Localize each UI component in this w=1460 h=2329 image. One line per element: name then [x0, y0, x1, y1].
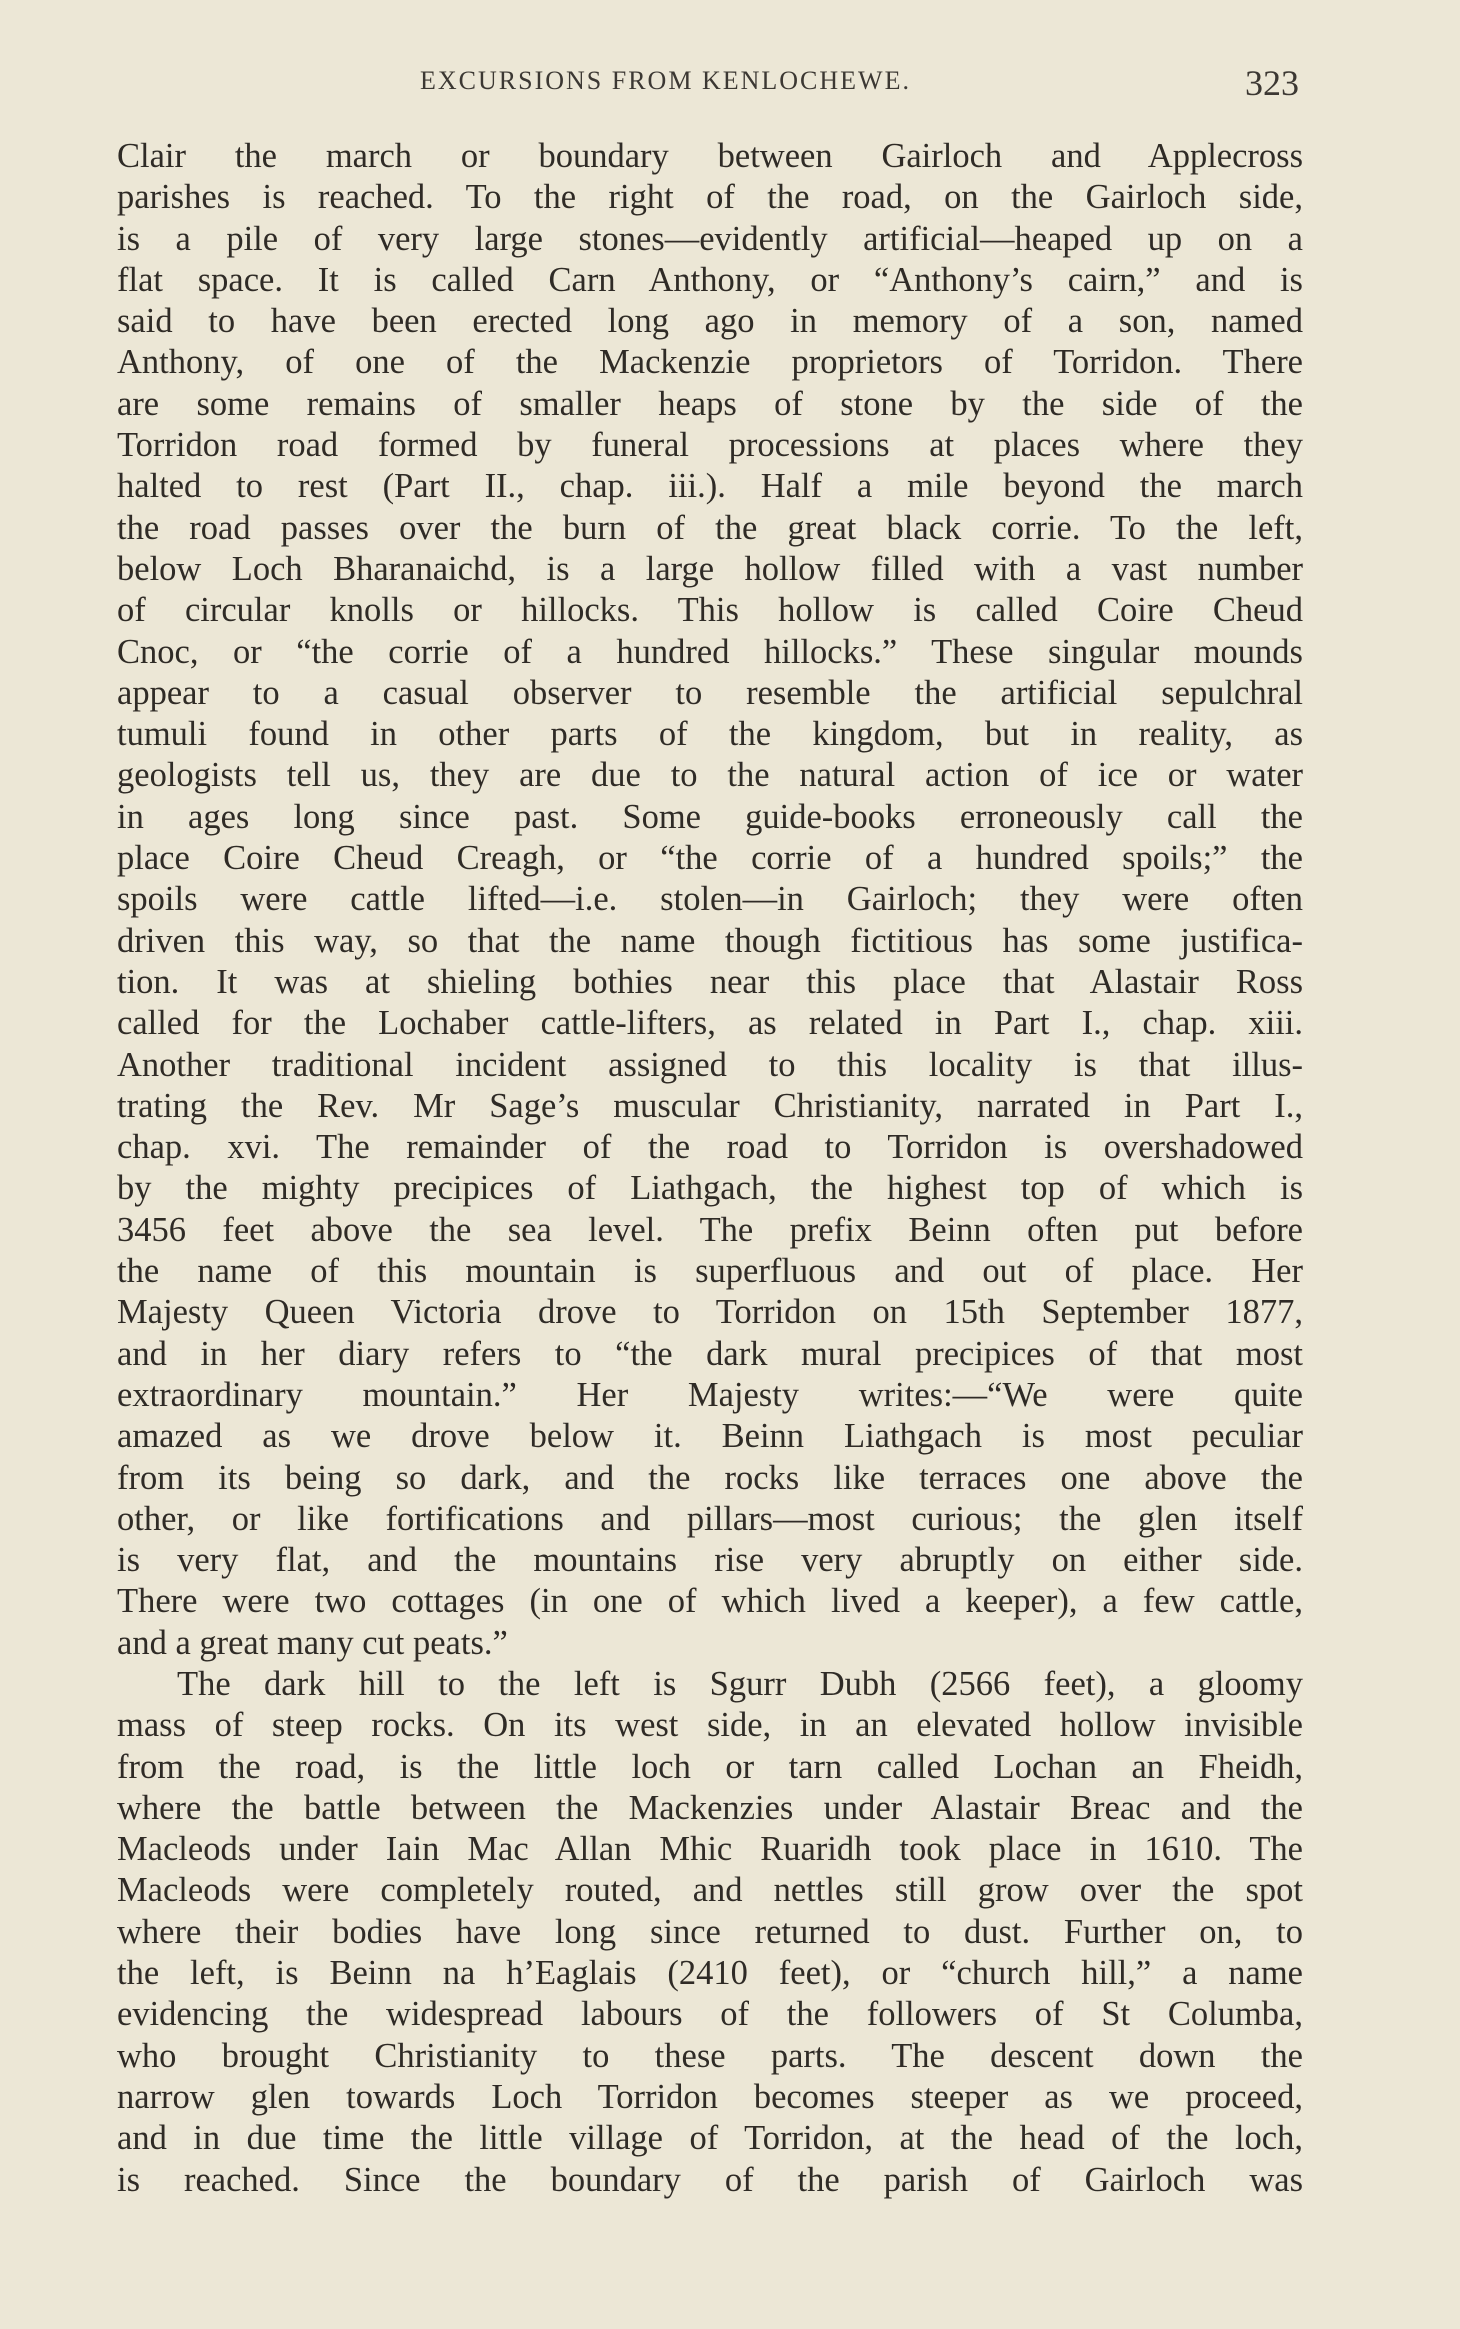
text-line: who brought Christianity to these parts. The descent down the	[117, 2036, 1303, 2075]
text-line: Anthony, of one of the Mackenzie proprietors of Torridon. There	[117, 343, 1303, 382]
text-line: said to have been erected long ago in memory of a son, named	[117, 302, 1303, 341]
text-line: is reached. Since the boundary of the parish of Gairloch was	[117, 2160, 1303, 2199]
running-title: EXCURSIONS FROM KENLOCHEWE.	[420, 66, 911, 95]
text-line: Majesty Queen Victoria drove to Torridon on 15th September 1877,	[117, 1293, 1303, 1332]
text-line: parishes is reached. To the right of the road, on the Gairloch side,	[117, 178, 1303, 217]
text-line: the left, is Beinn na h’Eaglais (2410 feet), or “church hill,” a name	[117, 1954, 1303, 1993]
text-line: by the mighty precipices of Liathgach, the highest top of which is	[117, 1169, 1303, 1208]
text-line: The dark hill to the left is Sgurr Dubh (2566 feet), a gloomy	[177, 1664, 1303, 1703]
text-line: from the road, is the little loch or tarn called Lochan an Fheidh,	[117, 1747, 1303, 1786]
page-number: 323	[1245, 63, 1299, 103]
text-line: the name of this mountain is superfluous and out of place. Her	[117, 1252, 1303, 1291]
text-line: chap. xvi. The remainder of the road to Torridon is overshadowed	[117, 1128, 1303, 1167]
text-line: is very flat, and the mountains rise very abruptly on either side.	[117, 1541, 1303, 1580]
text-line: and a great many cut peats.”	[117, 1623, 508, 1662]
text-line: Cnoc, or “the corrie of a hundred hillocks.” These singular mounds	[117, 632, 1303, 671]
text-line: are some remains of smaller heaps of stone by the side of the	[117, 384, 1303, 423]
text-line: mass of steep rocks. On its west side, in an elevated hollow invisible	[117, 1706, 1303, 1745]
text-line: called for the Lochaber cattle-lifters, as related in Part I., chap. xiii.	[117, 1004, 1303, 1043]
text-line: evidencing the widespread labours of the followers of St Columba,	[117, 1995, 1303, 2034]
text-line: Another traditional incident assigned to this locality is that illus-	[117, 1045, 1303, 1084]
text-line: driven this way, so that the name though fictitious has some justifica-	[117, 921, 1303, 960]
text-line: trating the Rev. Mr Sage’s muscular Christianity, narrated in Part I.,	[117, 1086, 1303, 1125]
text-line: where their bodies have long since returned to dust. Further on, to	[117, 1912, 1303, 1951]
text-line: other, or like fortifications and pillars—most curious; the glen itself	[117, 1499, 1303, 1538]
text-line: is a pile of very large stones—evidently artificial—heaped up on a	[117, 219, 1303, 258]
text-line: tion. It was at shieling bothies near this place that Alastair Ross	[117, 962, 1303, 1001]
text-line: place Coire Cheud Creagh, or “the corrie of a hundred spoils;” the	[117, 839, 1303, 878]
text-line: Torridon road formed by funeral processions at places where they	[117, 426, 1303, 465]
text-line: and in her diary refers to “the dark mural precipices of that most	[117, 1334, 1303, 1373]
text-line: geologists tell us, they are due to the natural action of ice or water	[117, 756, 1303, 795]
text-line: and in due time the little village of Torridon, at the head of the loch,	[117, 2119, 1303, 2158]
text-line: extraordinary mountain.” Her Majesty writes:—“We were quite	[117, 1375, 1303, 1414]
text-line: amazed as we drove below it. Beinn Liathgach is most peculiar	[117, 1417, 1303, 1456]
text-line: in ages long since past. Some guide-books erroneously call the	[117, 797, 1303, 836]
text-line: appear to a casual observer to resemble the artificial sepulchral	[117, 673, 1303, 712]
text-line: from its being so dark, and the rocks like terraces one above the	[117, 1458, 1303, 1497]
text-line: halted to rest (Part II., chap. iii.). Half a mile beyond the march	[117, 467, 1303, 506]
text-line: spoils were cattle lifted—i.e. stolen—in Gairloch; they were often	[117, 880, 1303, 919]
text-line: the road passes over the burn of the great black corrie. To the left,	[117, 508, 1303, 547]
text-line: where the battle between the Mackenzies under Alastair Breac and the	[117, 1788, 1303, 1827]
text-line: narrow glen towards Loch Torridon becomes steeper as we proceed,	[117, 2077, 1303, 2116]
text-line: There were two cottages (in one of which lived a keeper), a few cattle,	[117, 1582, 1303, 1621]
text-line: Clair the march or boundary between Gairloch and Applecross	[117, 137, 1303, 175]
text-line: tumuli found in other parts of the kingdom, but in reality, as	[117, 715, 1303, 754]
text-line: flat space. It is called Carn Anthony, or “Anthony’s cairn,” and is	[117, 260, 1303, 299]
body-text	[117, 136, 1303, 2201]
text-line: of circular knolls or hillocks. This hollow is called Coire Cheud	[117, 591, 1303, 630]
text-line: 3456 feet above the sea level. The prefix Beinn often put before	[117, 1210, 1303, 1249]
text-line: below Loch Bharanaichd, is a large hollow filled with a vast number	[117, 549, 1303, 588]
text-line: Macleods under Iain Mac Allan Mhic Ruaridh took place in 1610. The	[117, 1830, 1303, 1869]
text-line: Macleods were completely routed, and nettles still grow over the spot	[117, 1871, 1303, 1910]
